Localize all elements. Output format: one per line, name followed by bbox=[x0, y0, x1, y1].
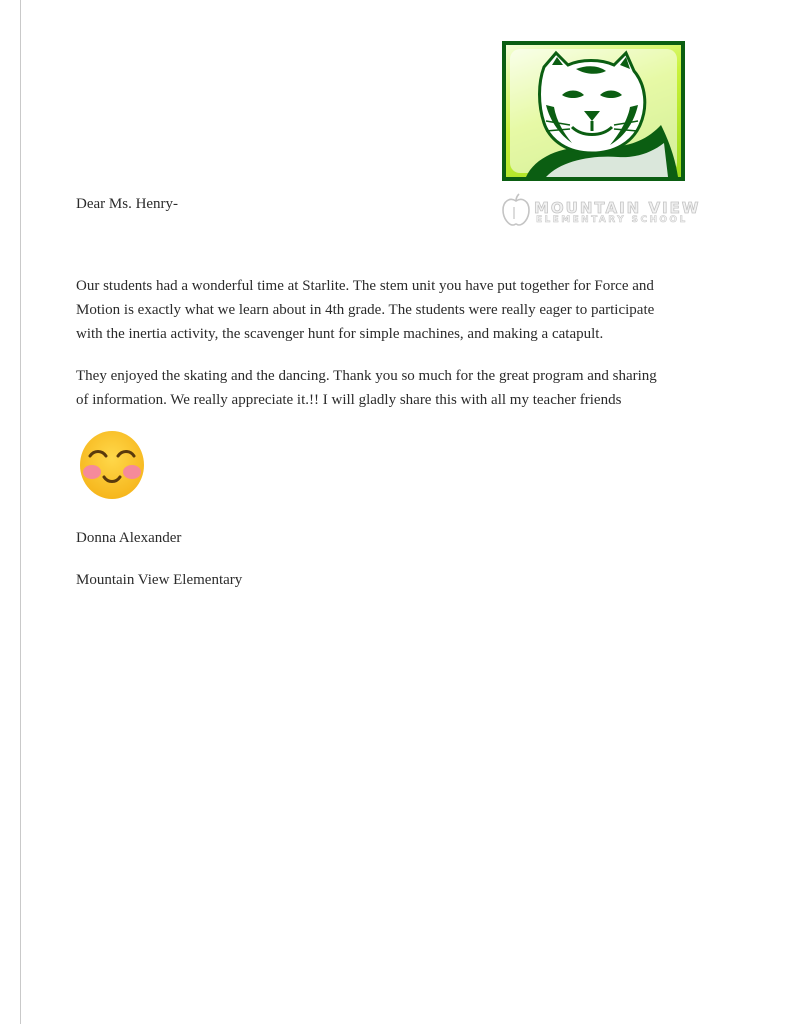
letter-paragraph-1 bbox=[76, 274, 654, 346]
panther-mascot-logo bbox=[502, 41, 685, 181]
school-name-line-1: MOUNTAIN VIEW bbox=[534, 199, 701, 217]
paragraph-2-line-1: They enjoyed the skating and the dancing. Thank you so much for the great program and sharing bbox=[76, 368, 657, 384]
panther-icon bbox=[506, 45, 681, 177]
letter-paragraph-2 bbox=[76, 364, 657, 412]
paragraph-1-line-1: Our students had a wonderful time at Starlite. The stem unit you have put together for Force and bbox=[76, 278, 654, 294]
school-name-line-2: ELEMENTARY SCHOOL bbox=[536, 215, 688, 225]
apple-icon bbox=[500, 193, 532, 227]
paragraph-1-line-3: with the inertia activity, the scavenger hunt for simple machines, and making a catapult. bbox=[76, 326, 604, 342]
smiling-face-with-blush-icon bbox=[78, 430, 146, 500]
signature-name: Donna Alexander bbox=[76, 530, 182, 546]
paragraph-1-line-2: Motion is exactly what we learn about in 4th grade. The students were really eager to participate bbox=[76, 302, 655, 318]
letter-greeting: Dear Ms. Henry- bbox=[76, 196, 179, 212]
school-name-mark bbox=[500, 193, 701, 229]
paragraph-2-line-2: of information. We really appreciate it.!! I will gladly share this with all my teacher friends bbox=[76, 392, 622, 408]
signature-school: Mountain View Elementary bbox=[76, 572, 243, 588]
